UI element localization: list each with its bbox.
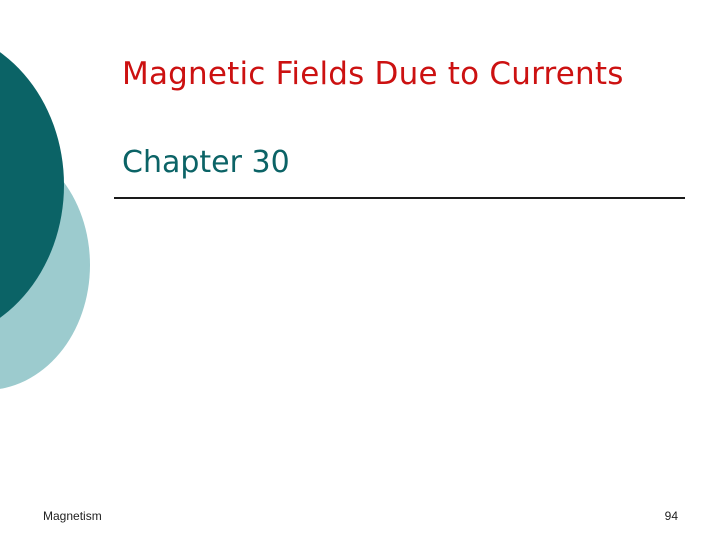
slide-title: Magnetic Fields Due to Currents — [122, 56, 624, 92]
footer-label: Magnetism — [43, 509, 102, 523]
slide-subtitle: Chapter 30 — [122, 145, 290, 180]
divider-rule — [114, 197, 685, 199]
page-number: 94 — [664, 509, 678, 523]
